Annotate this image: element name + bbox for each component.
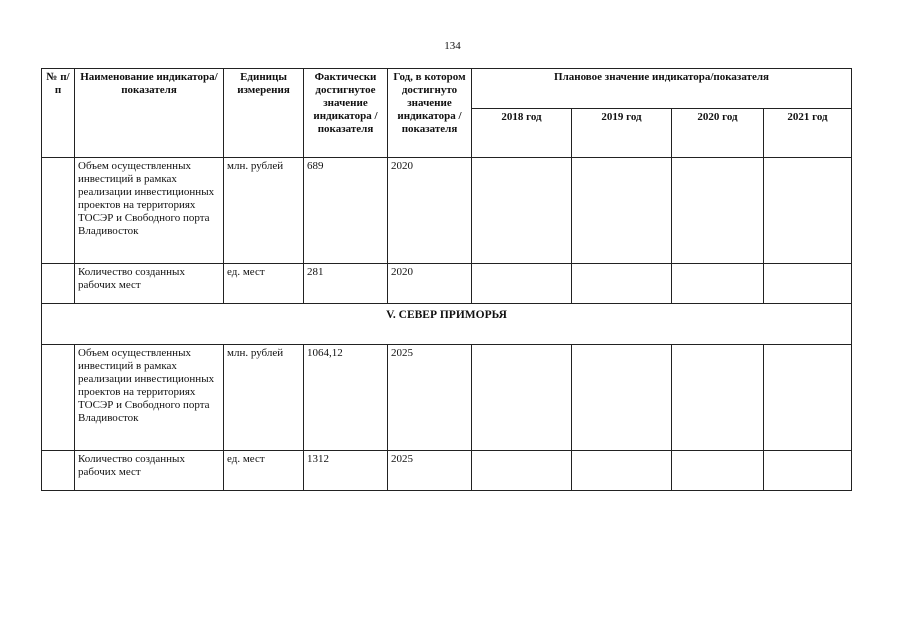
header-year-2021: 2021 год xyxy=(764,109,852,158)
header-year-2018: 2018 год xyxy=(472,109,572,158)
indicator-unit: млн. рублей xyxy=(224,158,304,264)
indicator-year: 2025 xyxy=(388,345,472,451)
header-num: № п/п xyxy=(42,69,75,158)
indicator-year: 2020 xyxy=(388,158,472,264)
indicator-actual: 1312 xyxy=(304,451,388,491)
header-year-2020: 2020 год xyxy=(672,109,764,158)
header-unit: Единицы измерения xyxy=(224,69,304,158)
table-row xyxy=(42,451,852,491)
page-number: 134 xyxy=(444,40,461,52)
indicator-unit: ед. мест xyxy=(224,451,304,491)
indicator-name: Количество созданных рабочих мест xyxy=(75,451,224,491)
section-title: V. СЕВЕР ПРИМОРЬЯ xyxy=(42,304,852,345)
indicator-year: 2020 xyxy=(388,264,472,304)
indicator-name: Объем осуществленных инвестиций в рамках реализации инвестиционных проектов на территориях ТОСЭР и Свободного порта Владивосток xyxy=(75,345,224,451)
indicator-year: 2025 xyxy=(388,451,472,491)
table-row xyxy=(42,158,852,264)
header-plan: Плановое значение индикатора/показателя xyxy=(472,69,852,109)
table-row xyxy=(42,345,852,451)
header-actual: Фактически достигнутое значение индикатора /показателя xyxy=(304,69,388,158)
indicator-unit: млн. рублей xyxy=(224,345,304,451)
indicators-table xyxy=(41,68,852,491)
header-year: Год, в котором достигнуто значение индикатора /показателя xyxy=(388,69,472,158)
indicator-name: Объем осуществленных инвестиций в рамках реализации инвестиционных проектов на территориях ТОСЭР и Свободного порта Владивосток xyxy=(75,158,224,264)
indicator-name: Количество созданных рабочих мест xyxy=(75,264,224,304)
indicator-actual: 1064,12 xyxy=(304,345,388,451)
header-name: Наименование индикатора/показателя xyxy=(75,69,224,158)
header-year-2019: 2019 год xyxy=(572,109,672,158)
section-row xyxy=(42,304,852,345)
indicator-unit: ед. мест xyxy=(224,264,304,304)
indicator-actual: 689 xyxy=(304,158,388,264)
indicator-actual: 281 xyxy=(304,264,388,304)
table-row xyxy=(42,264,852,304)
